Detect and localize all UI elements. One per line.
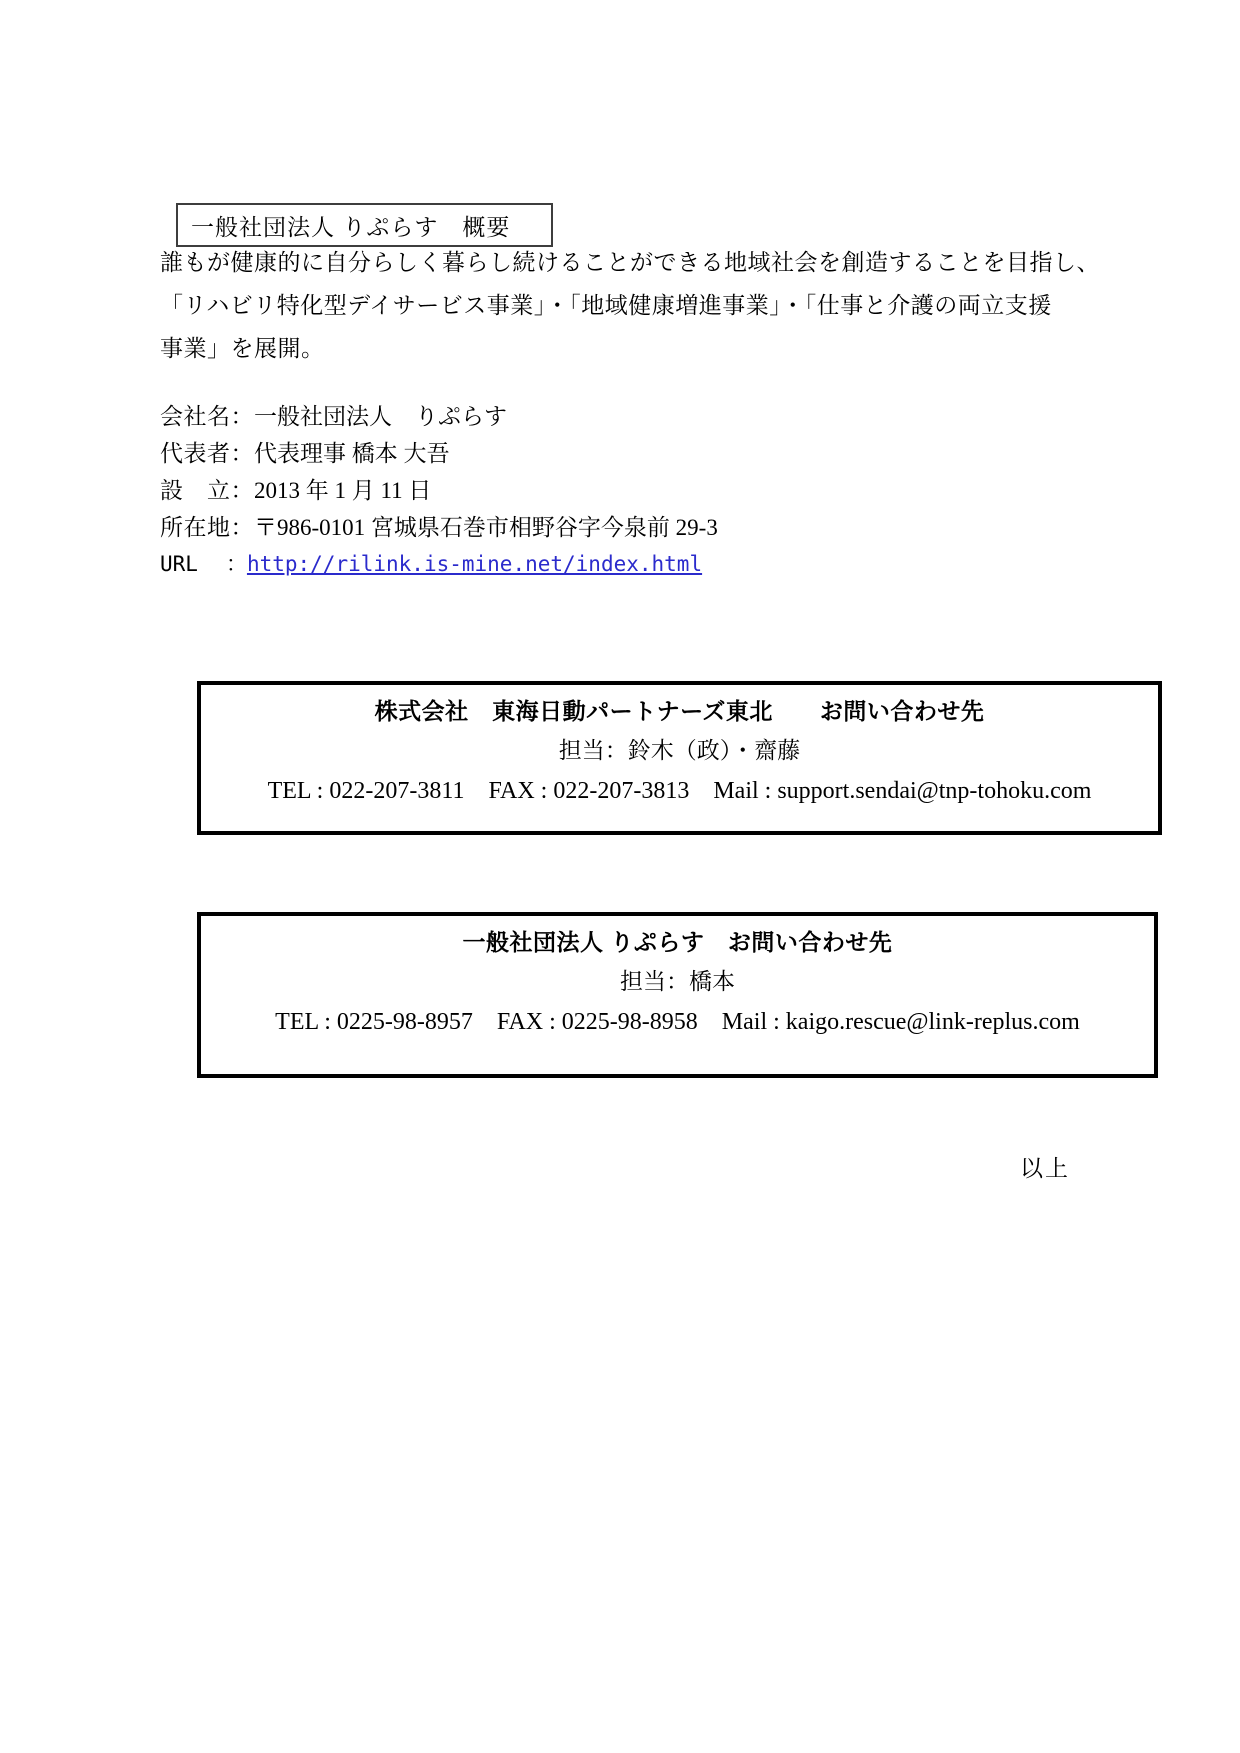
url-separator: ： bbox=[225, 552, 247, 576]
detail-row-company-name bbox=[160, 398, 718, 435]
intro-line: 「リハビリ特化型デイサービス事業」・「地域健康増進事業」・「仕事と介護の両立支援 bbox=[160, 293, 1052, 318]
intro-line: 誰もが健康的に自分らしく暮らし続けることができる地域社会を創造することを目指し、 bbox=[160, 250, 1100, 275]
overview-heading-title: 一般社団法人 りぷらす 概要 bbox=[191, 213, 511, 240]
detail-row-address bbox=[160, 509, 718, 546]
contact-box-staff: 担当：橋本 bbox=[620, 969, 735, 994]
detail-label: 代表者： bbox=[160, 441, 254, 466]
contact-box-staff: 担当：鈴木（政）・齋藤 bbox=[558, 738, 801, 763]
contact-box-title: 株式会社 東海日動パートナーズ東北 お問い合わせ先 bbox=[374, 698, 985, 724]
contact-box-replus bbox=[197, 912, 1158, 1078]
url-label: URL bbox=[160, 552, 198, 576]
contact-box-tel-fax-mail: TEL : 0225-98-8957 FAX : 0225-98-8958 Mail : kaigo.rescue@link-replus.com bbox=[275, 1009, 1080, 1035]
company-url-link[interactable]: http://rilink.is-mine.net/index.html bbox=[246, 552, 703, 576]
company-details bbox=[160, 398, 718, 583]
closing-word: 以上 bbox=[1020, 1156, 1070, 1181]
detail-label: 所在地： bbox=[160, 515, 254, 540]
contact-box-tnp-tohoku bbox=[197, 681, 1162, 835]
detail-label: 設 立： bbox=[160, 478, 254, 503]
detail-value: 一般社団法人 りぷらす bbox=[254, 404, 507, 429]
contact-box-tel-fax-mail: TEL : 022-207-3811 FAX : 022-207-3813 Mail : support.sendai@tnp-tohoku.com bbox=[267, 778, 1092, 804]
detail-row-representative bbox=[160, 435, 718, 472]
detail-row-established bbox=[160, 472, 718, 509]
detail-row-url bbox=[160, 546, 718, 583]
detail-value: 2013 年 1 月 11 日 bbox=[254, 478, 432, 503]
detail-value: 代表理事 橋本 大吾 bbox=[254, 441, 450, 466]
contact-box-title: 一般社団法人 りぷらす お問い合わせ先 bbox=[462, 929, 893, 955]
intro-paragraph bbox=[160, 241, 1120, 370]
detail-value: 〒986-0101 宮城県石巻市相野谷字今泉前 29-3 bbox=[254, 515, 718, 540]
intro-line: 事業」を展開。 bbox=[160, 336, 325, 361]
detail-label: 会社名： bbox=[160, 404, 254, 429]
